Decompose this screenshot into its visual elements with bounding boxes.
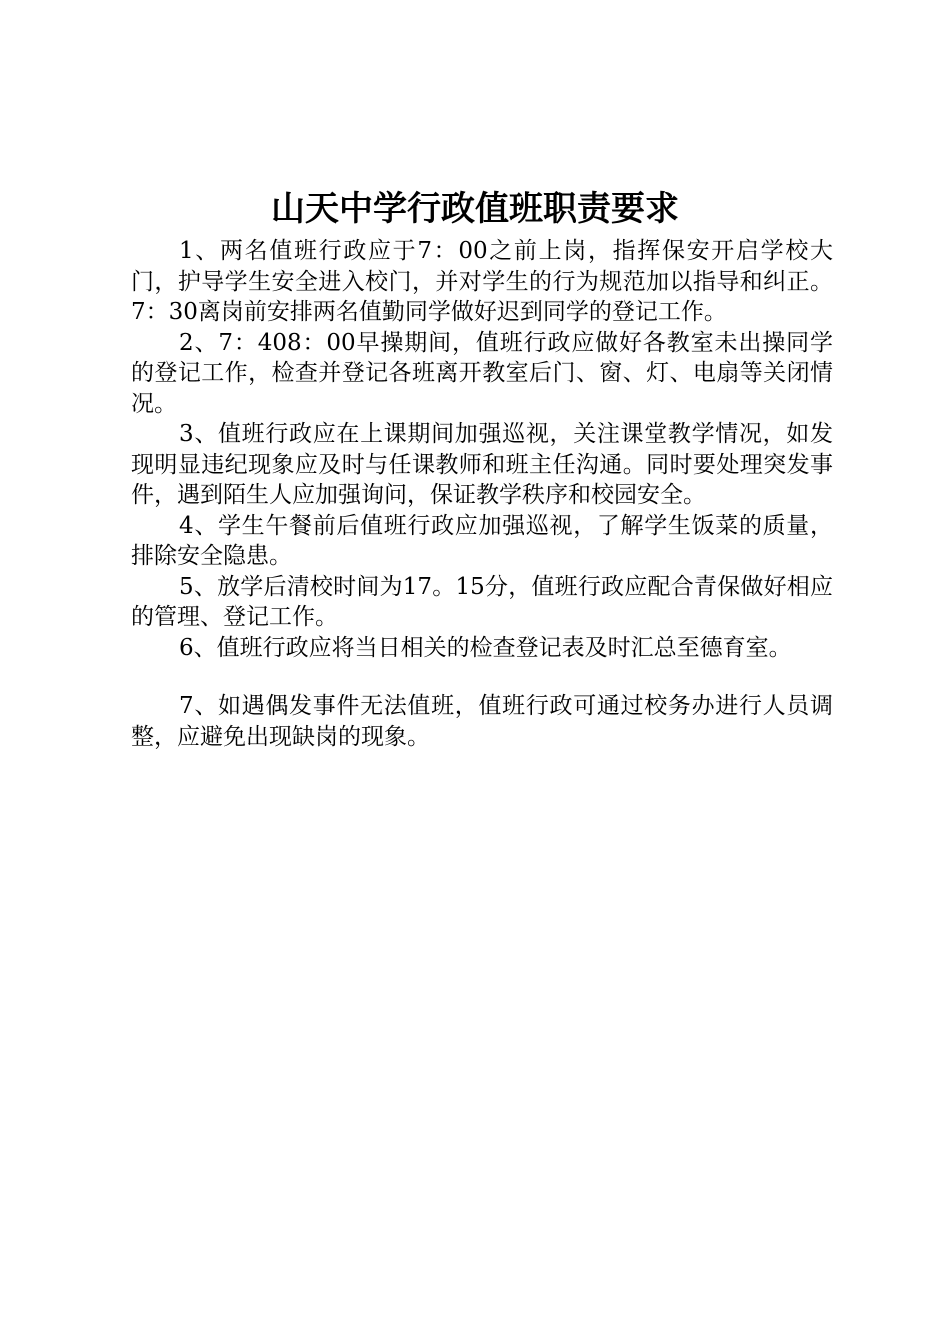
paragraph-5: 5、放学后清校时间为17。15分，值班行政应配合青保做好相应的管理、登记工作。: [131, 573, 833, 630]
document-body: [131, 236, 833, 752]
document-title: 山天中学行政值班职责要求: [271, 189, 679, 229]
paragraph-1: 1、两名值班行政应于7：00之前上岗，指挥保安开启学校大门，护导学生安全进入校门，并对学生的行为规范加以指导和纠正。7：30离岗前安排两名值勤同学做好迟到同学的登记工作。: [131, 238, 833, 325]
paragraph-4: 4、学生午餐前后值班行政应加强巡视，了解学生饭菜的质量，排除安全隐患。: [131, 512, 833, 569]
paragraph-3: 3、值班行政应在上课期间加强巡视，关注课堂教学情况，如发现明显违纪现象应及时与任课教师和班主任沟通。同时要处理突发事件，遇到陌生人应加强询问，保证教学秩序和校园安全。: [131, 421, 833, 508]
paragraph-2: 2、7：408：00早操期间，值班行政应做好各教室未出操同学的登记工作，检查并登记各班离开教室后门、窗、灯、电扇等关闭情况。: [131, 329, 833, 417]
paragraph-6: 6、值班行政应将当日相关的检查登记表及时汇总至德育室。: [179, 634, 792, 661]
paragraph-7: 7、如遇偶发事件无法值班，值班行政可通过校务办进行人员调整，应避免出现缺岗的现象。: [131, 693, 833, 750]
